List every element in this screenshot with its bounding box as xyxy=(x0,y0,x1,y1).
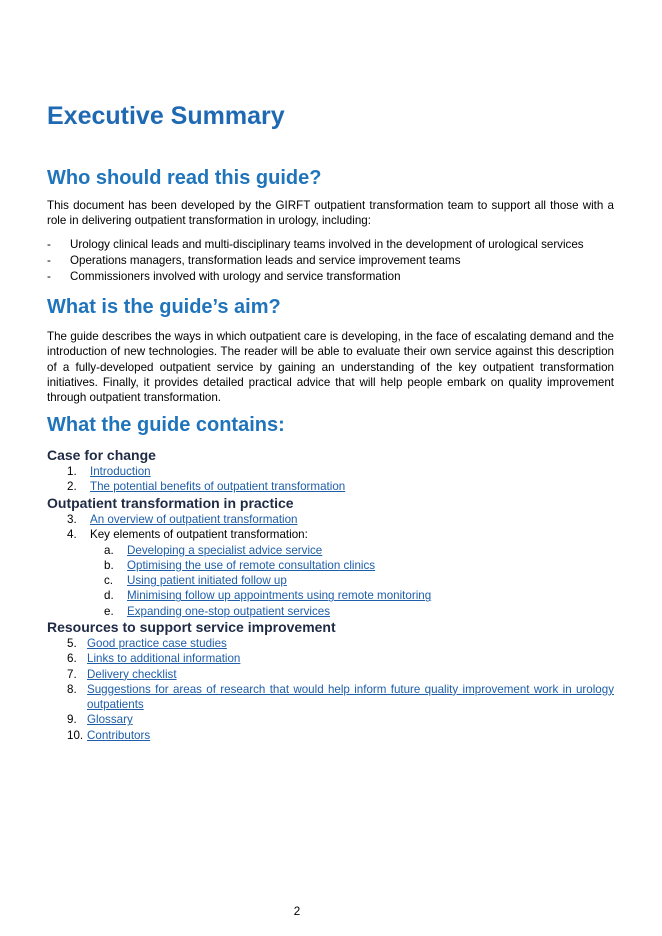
toc-link-one-stop[interactable]: Expanding one-stop outpatient services xyxy=(127,604,331,618)
toc-item: 8. Suggestions for areas of research that would help inform future quality improvement work in urology outpatients xyxy=(67,682,614,712)
toc-subitem: e. Expanding one-stop outpatient services xyxy=(104,604,331,618)
toc-link-contributors[interactable]: Contributors xyxy=(87,728,151,742)
toc-item: 6. Links to additional information xyxy=(67,652,241,666)
toc-item: 9. Glossary xyxy=(67,713,133,727)
list-item: - Commissioners involved with urology and service transformation xyxy=(47,270,401,283)
toc-link-additional-info[interactable]: Links to additional information xyxy=(87,652,241,666)
group-title-in-practice: Outpatient transformation in practice xyxy=(47,495,294,511)
who-heading: Who should read this guide? xyxy=(47,167,322,189)
toc-item: 3. An overview of outpatient transformation xyxy=(67,513,298,526)
toc-list-case-for-change xyxy=(47,464,346,495)
toc-text-key-elements: Key elements of outpatient transformation: xyxy=(90,528,308,542)
aim-heading: What is the guide’s aim? xyxy=(47,296,281,318)
list-item: - Urology clinical leads and multi-disciplinary teams involved in the development of urological services xyxy=(47,238,584,251)
toc-item: 10. Contributors xyxy=(67,728,151,742)
page-number: 2 xyxy=(293,905,301,918)
toc-link-benefits[interactable]: The potential benefits of outpatient transformation xyxy=(90,480,346,494)
toc-link-remote-monitoring[interactable]: Minimising follow up appointments using remote monitoring xyxy=(127,589,432,603)
group-title-resources: Resources to support service improvement xyxy=(47,619,336,635)
toc-item: 5. Good practice case studies xyxy=(67,637,227,650)
group-title-case-for-change: Case for change xyxy=(47,447,156,463)
list-item: - Operations managers, transformation leads and service improvement teams xyxy=(47,254,461,267)
toc-link-case-studies[interactable]: Good practice case studies xyxy=(87,637,227,650)
toc-subitem: c. Using patient initiated follow up xyxy=(104,574,287,588)
toc-link-remote-consultation[interactable]: Optimising the use of remote consultation clinics xyxy=(127,558,376,572)
toc-link-overview[interactable]: An overview of outpatient transformation xyxy=(90,513,298,526)
toc-subitem: a. Developing a specialist advice service xyxy=(104,543,323,557)
who-intro: This document has been developed by the GIRFT outpatient transformation team to support all those with a role in delivering outpatient transformation in urology, including: xyxy=(47,199,614,228)
aim-text: The guide describes the ways in which outpatient care is developing, in the face of escalating demand and the introduction of new technologies. The reader will be able to evaluate their own service against this description of a fully-developed outpatient service by gaining an understanding of the key outpatient transformation initiatives. Finally, it provides detailed practical advice that will help people embark on quality improvement through outpatient transformation. xyxy=(47,330,614,405)
toc-item: 7. Delivery checklist xyxy=(67,667,177,681)
toc-item: 4. Key elements of outpatient transformation: xyxy=(67,528,308,542)
contents-heading: What the guide contains: xyxy=(47,414,285,436)
toc-link-introduction[interactable]: Introduction xyxy=(90,465,151,478)
toc-link-specialist-advice[interactable]: Developing a specialist advice service xyxy=(127,543,323,557)
audience-list xyxy=(47,237,584,285)
toc-item: 2. The potential benefits of outpatient transformation xyxy=(67,480,346,494)
toc-link-patient-initiated[interactable]: Using patient initiated follow up xyxy=(127,574,287,588)
toc-link-glossary[interactable]: Glossary xyxy=(87,713,133,727)
page-title: Executive Summary xyxy=(47,102,285,130)
toc-link-research-suggestions[interactable]: Suggestions for areas of research that would help inform future quality improvement work in urology outpatients xyxy=(87,682,614,712)
toc-subitem: b. Optimising the use of remote consultation clinics xyxy=(104,558,376,572)
toc-list-in-practice xyxy=(47,512,432,619)
toc-list-resources xyxy=(47,636,614,743)
toc-item: 1. Introduction xyxy=(67,465,151,478)
toc-subitem: d. Minimising follow up appointments using remote monitoring xyxy=(104,589,432,603)
toc-link-delivery-checklist[interactable]: Delivery checklist xyxy=(87,667,177,681)
